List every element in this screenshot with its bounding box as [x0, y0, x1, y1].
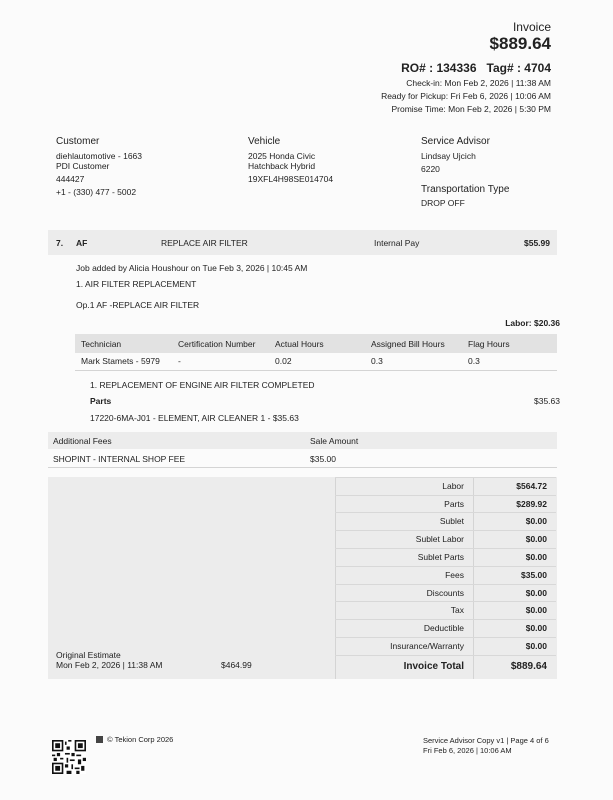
- fee-line-amount: $35.00: [310, 454, 336, 464]
- tech-cell-actual: 0.02: [275, 356, 292, 366]
- tech-col-cert: Certification Number: [178, 339, 256, 349]
- labor-total: Labor: $20.36: [505, 318, 560, 328]
- job-concern: 1. AIR FILTER REPLACEMENT: [76, 279, 197, 289]
- vehicle-vin: 19XFL4H98SE014704: [248, 174, 334, 184]
- fee-line: SHOPINT - INTERNAL SHOP FEE: [53, 454, 186, 464]
- qr-code: [52, 740, 86, 774]
- job-pay-type: Internal Pay: [374, 238, 420, 248]
- tech-cell-flag: 0.3: [468, 356, 480, 366]
- invoice-total-row: [335, 655, 556, 679]
- total-row-label: Insurance/Warranty: [390, 641, 464, 651]
- tech-cell-name: Mark Stamets - 5979: [81, 356, 160, 366]
- customer-number: 444427: [56, 174, 85, 184]
- total-row-label: Sublet Labor: [415, 534, 464, 544]
- invoice-total-label: Invoice Total: [403, 661, 464, 672]
- total-row: [335, 477, 556, 496]
- total-row-value: $0.00: [525, 552, 547, 562]
- ro-tag-line: [401, 61, 551, 75]
- fees-amount-heading: Sale Amount: [310, 436, 359, 446]
- total-row: [335, 637, 556, 656]
- original-estimate-label: Original Estimate: [56, 650, 121, 660]
- customer-heading: Customer: [56, 136, 100, 147]
- promise-time: Promise Time: Mon Feb 2, 2026 | 5:30 PM: [391, 104, 551, 114]
- vehicle-heading: Vehicle: [248, 136, 281, 147]
- tech-col-technician: Technician: [81, 339, 122, 349]
- parts-label: Parts: [90, 396, 112, 406]
- total-row-value: $564.72: [516, 481, 547, 491]
- total-row-label: Discounts: [426, 588, 464, 598]
- total-row: [335, 548, 556, 567]
- vehicle-line1: 2025 Honda Civic: [248, 151, 316, 161]
- original-estimate-amount: $464.99: [221, 660, 252, 670]
- total-row-value: $0.00: [525, 623, 547, 633]
- tag-number: Tag# : 4704: [486, 61, 551, 75]
- transport-value: DROP OFF: [421, 198, 465, 208]
- tech-col-assigned: Assigned Bill Hours: [371, 339, 445, 349]
- fees-header-bar: [48, 432, 557, 449]
- ready-for-pickup: Ready for Pickup: Fri Feb 6, 2026 | 10:06 AM: [381, 91, 551, 101]
- tech-cell-cert: -: [178, 356, 181, 366]
- footer-brand: [96, 735, 173, 744]
- total-row-label: Deductible: [423, 623, 464, 633]
- tech-cell-assigned: 0.3: [371, 356, 383, 366]
- advisor-id: 6220: [421, 164, 440, 174]
- total-row: [335, 495, 556, 514]
- tech-col-actual: Actual Hours: [275, 339, 324, 349]
- total-row-label: Labor: [442, 481, 464, 491]
- header-total: $889.64: [489, 34, 551, 53]
- original-estimate-date: Mon Feb 2, 2026 | 11:38 AM: [56, 660, 163, 670]
- job-amount: $55.99: [524, 238, 550, 248]
- total-row: [335, 584, 556, 603]
- customer-type: PDI Customer: [56, 161, 110, 171]
- advisor-heading: Service Advisor: [421, 136, 490, 147]
- total-row-value: $289.92: [516, 499, 547, 509]
- job-header-bar: [48, 230, 557, 255]
- part-line: 17220-6MA-J01 - ELEMENT, AIR CLEANER 1 - $35.63: [90, 413, 299, 423]
- footer-copy-info: Service Advisor Copy v1 | Page 4 of 6: [423, 736, 549, 745]
- total-row: [335, 566, 556, 585]
- fees-heading: Additional Fees: [53, 436, 112, 446]
- job-correction: 1. REPLACEMENT OF ENGINE AIR FILTER COMPLETED: [90, 380, 315, 390]
- footer-printed: Fri Feb 6, 2026 | 10:06 AM: [423, 746, 512, 755]
- vehicle-line2: Hatchback Hybrid: [248, 161, 316, 171]
- tech-col-flag: Flag Hours: [468, 339, 510, 349]
- total-row-value: $0.00: [525, 588, 547, 598]
- job-code: AF: [76, 238, 88, 248]
- job-added-by: Job added by Alicia Houshour on Tue Feb 3, 2026 | 10:45 AM: [76, 263, 308, 273]
- job-operation: Op.1 AF -REPLACE AIR FILTER: [76, 300, 200, 310]
- ro-number: RO# : 134336: [401, 61, 477, 75]
- total-row-label: Parts: [444, 499, 464, 509]
- total-row-value: $0.00: [525, 605, 547, 615]
- footer-copyright: © Tekion Corp 2026: [107, 735, 174, 744]
- invoice-total-value: $889.64: [510, 661, 547, 672]
- tekion-logo-icon: [96, 736, 103, 743]
- job-number: 7.: [56, 238, 64, 248]
- total-row: [335, 601, 556, 620]
- total-row-label: Tax: [450, 605, 464, 615]
- customer-name: diehlautomotive - 1663: [56, 151, 143, 161]
- total-row-value: $35.00: [521, 570, 547, 580]
- total-row-label: Sublet: [439, 516, 464, 526]
- total-row-value: $0.00: [525, 534, 547, 544]
- transport-heading: Transportation Type: [421, 184, 510, 195]
- customer-phone: +1 - (330) 477 - 5002: [56, 187, 137, 197]
- parts-amount: $35.63: [534, 396, 560, 406]
- check-in: Check-in: Mon Feb 2, 2026 | 11:38 AM: [406, 78, 551, 88]
- total-row-label: Sublet Parts: [417, 552, 464, 562]
- job-title: REPLACE AIR FILTER: [161, 238, 248, 248]
- total-row: [335, 619, 556, 638]
- total-row: [335, 512, 556, 531]
- total-row-value: $0.00: [525, 516, 547, 526]
- total-row-value: $0.00: [525, 641, 547, 651]
- doc-type: Invoice: [512, 20, 551, 34]
- total-row: [335, 530, 556, 549]
- advisor-name: Lindsay Ujcich: [421, 151, 476, 161]
- total-row-label: Fees: [445, 570, 464, 580]
